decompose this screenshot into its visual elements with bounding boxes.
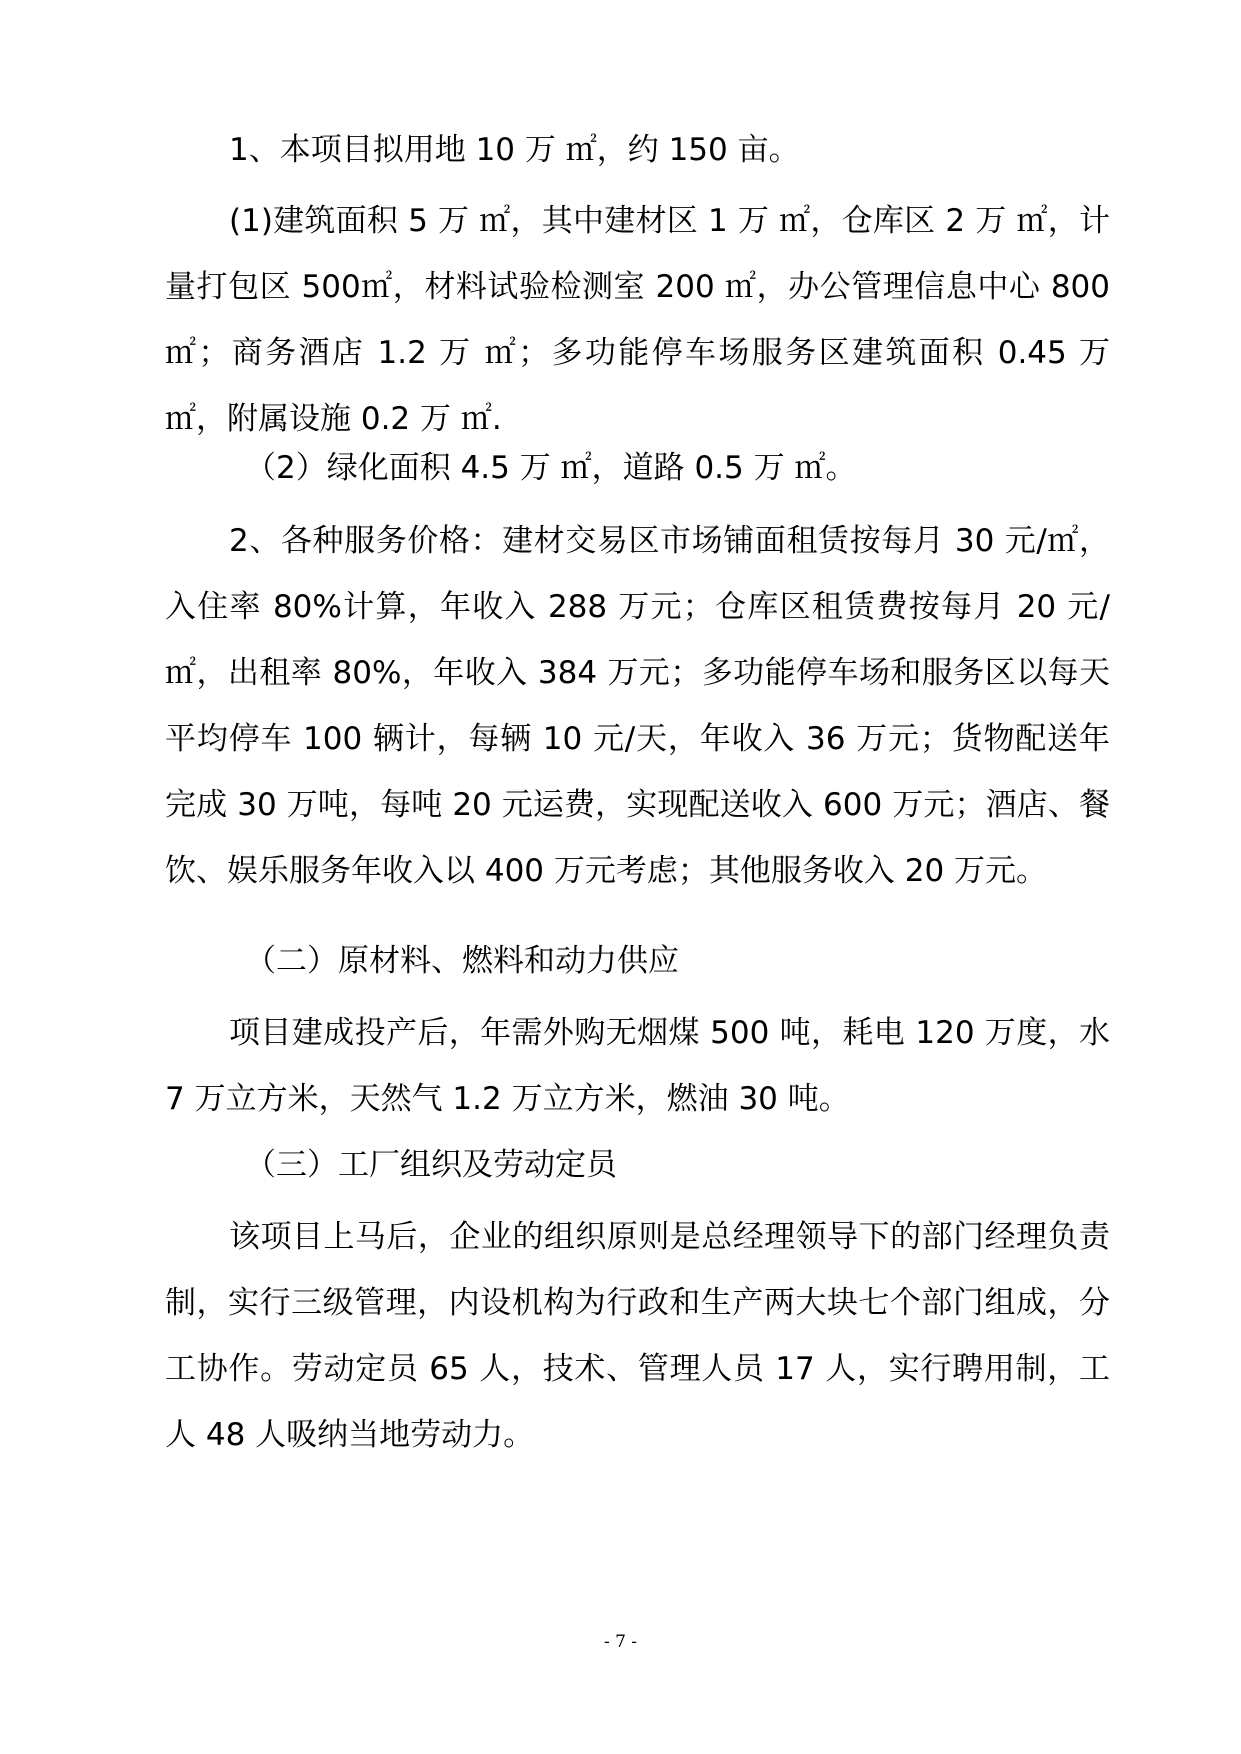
organization-paragraph: 该项目上马后，企业的组织原则是总经理领导下的部门经理负责制，实行三级管理，内设机构为行政和生产两大块七个部门组成，分工协作。劳动定员 65 人，技术、管理人员 17 人，实行聘用制，工人 48 人吸纳当地劳动力。 <box>165 1219 1110 1453</box>
section-heading-materials: （二）原材料、燃料和动力供应 <box>245 943 679 979</box>
service-price-paragraph: 2、各种服务价格：建材交易区市场铺面租赁按每月 30 元/㎡，入住率 80%计算，年收入 288 万元；仓库区租赁费按每月 20 元/ ㎡，出租率 80%，年收入 384 万元；多功能停车场和服务区以每天平均停车 100 辆计，每辆 10 元/天，年收入 36 万元；货物配送年完成 30 万吨，每吨 20 元运费，实现配送收入 600 万元；酒店、餐饮、娱乐服务年收入以 400 万元考虑；其他服务收入 20 万元。 <box>165 523 1110 889</box>
green-area-paragraph: （2）绿化面积 4.5 万 ㎡，道路 0.5 万 ㎡。 <box>245 450 857 486</box>
materials-paragraph: 项目建成投产后，年需外购无烟煤 500 吨，耗电 120 万度，水 7 万立方米，天然气 1.2 万立方米，燃油 30 吨。 <box>165 1015 1110 1117</box>
section-heading-organization: （三）工厂组织及劳动定员 <box>245 1147 617 1183</box>
building-area-paragraph: (1)建筑面积 5 万 ㎡，其中建材区 1 万 ㎡，仓库区 2 万 ㎡，计量打包区 500㎡，材料试验检测室 200 ㎡，办公管理信息中心 800 ㎡；商务酒店 1.2 万 ㎡；多功能停车场服务区建筑面积 0.45 万 ㎡，附属设施 0.2 万 ㎡. <box>165 203 1110 437</box>
page-number: - 7 - <box>603 1632 638 1652</box>
land-use-paragraph: 1、本项目拟用地 10 万 ㎡，约 150 亩。 <box>229 132 800 168</box>
